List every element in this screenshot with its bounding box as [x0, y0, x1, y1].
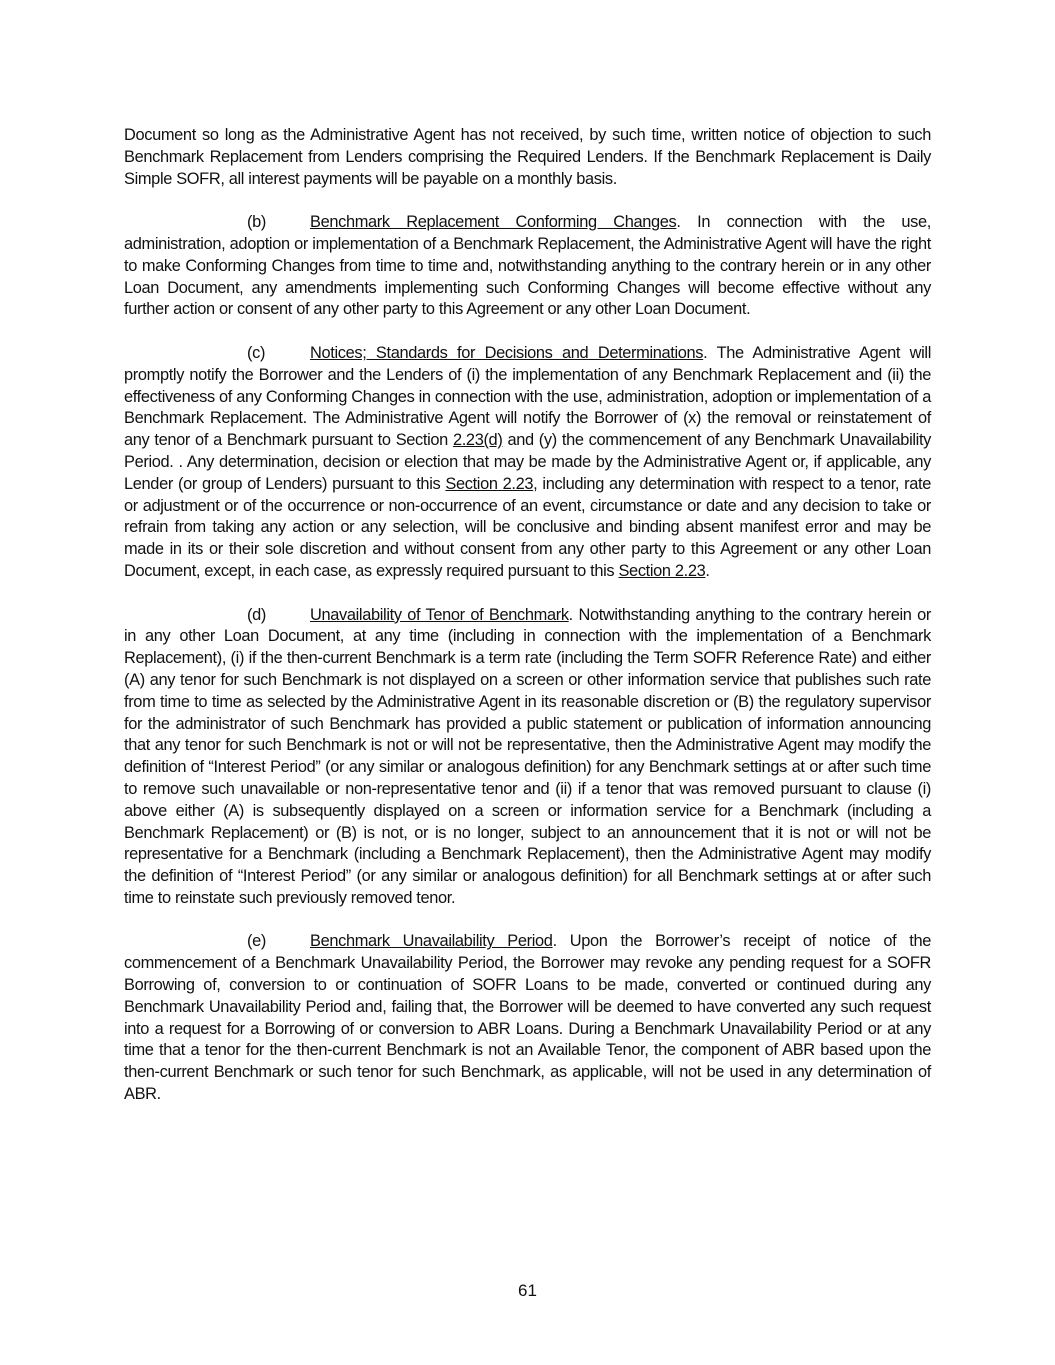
paragraph-d-body: . Notwithstanding anything to the contrary herein or in any other Loan Document, at any time (including in connection with the implementation of a Benchmark Replacement), (i) if the then-current Benchmark is a term rate (including the Term SOFR Reference Rate) and either (A) any tenor for such Benchmark is not displayed on a screen or other information service that publishes such rate from time to time as selected by the Administrative Agent in its reasonable discretion or (B) the regulatory supervisor for the administrator of such Benchmark has provided a public statement or publication of information announcing that any tenor for such Benchmark is not or will not be representative, then the Administrative Agent may modify the definition of “Interest Period” (or any similar or analogous definition) for any Benchmark settings at or after such time to remove such unavailable or non-representative tenor and (ii) if a tenor that was removed pursuant to clause (i) above either (A) is subsequently displayed on a screen or information service for a Benchmark (including a Benchmark Replacement) or (B) is not, or is no longer, subject to an announcement that it is not or will not be representative for a Benchmark (including a Benchmark Replacement), then the Administrative Agent may modify the definition of “Interest Period” (or any similar or analogous definition) for all Benchmark settings at or after such time to reinstate such previously removed tenor.	[124, 605, 931, 907]
page-number: 61	[518, 1281, 537, 1300]
paragraph-e-body: . Upon the Borrower’s receipt of notice of the commencement of a Benchmark Unavailability Period, the Borrower may revoke any pending request for a SOFR Borrowing of, conversion to or continuation of SOFR Loans to be made, converted or continued during any Benchmark Unavailability Period and, failing that, the Borrower will be deemed to have converted any such request into a request for a Borrowing of or conversion to ABR Loans. During a Benchmark Unavailability Period or at any time that a tenor for the then-current Benchmark is not an Available Tenor, the component of ABR based upon the then-current Benchmark or such tenor for such Benchmark, as applicable, will not be used in any determination of ABR.	[124, 932, 931, 1104]
section-reference-2-23-second: Section 2.23	[618, 561, 706, 580]
paragraph-d-heading: Unavailability of Tenor of Benchmark	[310, 605, 569, 624]
paragraph-c-label: (c)	[247, 343, 266, 362]
paragraph-e-heading: Benchmark Unavailability Period	[310, 932, 553, 951]
paragraph-c-body-2: and (y) the commencement of any Benchmark Unavailability Period. . Any determination, decision or election that may be made by the Administrative Agent or, if applicable, any Lender (or group of Lenders) pursuant to this	[124, 431, 931, 493]
paragraph-b-heading: Benchmark Replacement Conforming Changes	[310, 213, 677, 232]
section-reference-2-23: Section 2.23	[445, 474, 534, 493]
paragraph-c	[124, 343, 931, 583]
paragraph-b-label: (b)	[247, 213, 266, 232]
paragraph-a-continuation: Document so long as the Administrative Agent has not received, by such time, written notice of objection to such Benchmark Replacement from Lenders comprising the Required Lenders. If the Benchmark Replacement is Daily Simple SOFR, all interest payments will be payable on a monthly basis.	[124, 126, 931, 188]
paragraph-c-body-3: , including any determination with respect to a tenor, rate or adjustment or of the occurrence or non-occurrence of an event, circumstance or date and any decision to take or refrain from taking any action or any selection, will be conclusive and binding absent manifest error and may be made in its or their sole discretion and without consent from any other party to this Agreement or any other Loan Document, except, in each case, as expressly required pursuant to this	[124, 474, 931, 580]
paragraph-d	[124, 605, 931, 910]
paragraph-c-heading: Notices; Standards for Decisions and Determinations	[310, 343, 704, 362]
paragraph-e	[124, 931, 931, 1105]
paragraph-b-body: . In connection with the use, administration, adoption or implementation of a Benchmark Replacement, the Administrative Agent will have the right to make Conforming Changes from time to time and, notwithstanding anything to the contrary herein or in any other Loan Document, any amendments implementing such Conforming Changes will become effective without any further action or consent of any other party to this Agreement or any other Loan Document.	[124, 213, 931, 319]
paragraph-c-body-4: .	[705, 561, 710, 580]
paragraph-b	[124, 212, 931, 321]
paragraph-d-label: (d)	[247, 605, 266, 624]
section-reference-2-23-d: 2.23(d)	[452, 431, 503, 450]
paragraph-e-label: (e)	[247, 932, 266, 951]
document-page	[124, 125, 931, 1128]
paragraph-c-body-1: . The Administrative Agent will promptly notify the Borrower and the Lenders of (i) the implementation of any Benchmark Replacement and (ii) the effectiveness of any Conforming Changes in connection with the use, administration, adoption or implementation of a Benchmark Replacement. The Administrative Agent will notify the Borrower of (x) the removal or reinstatement of any tenor of a Benchmark pursuant to Section	[124, 343, 931, 450]
